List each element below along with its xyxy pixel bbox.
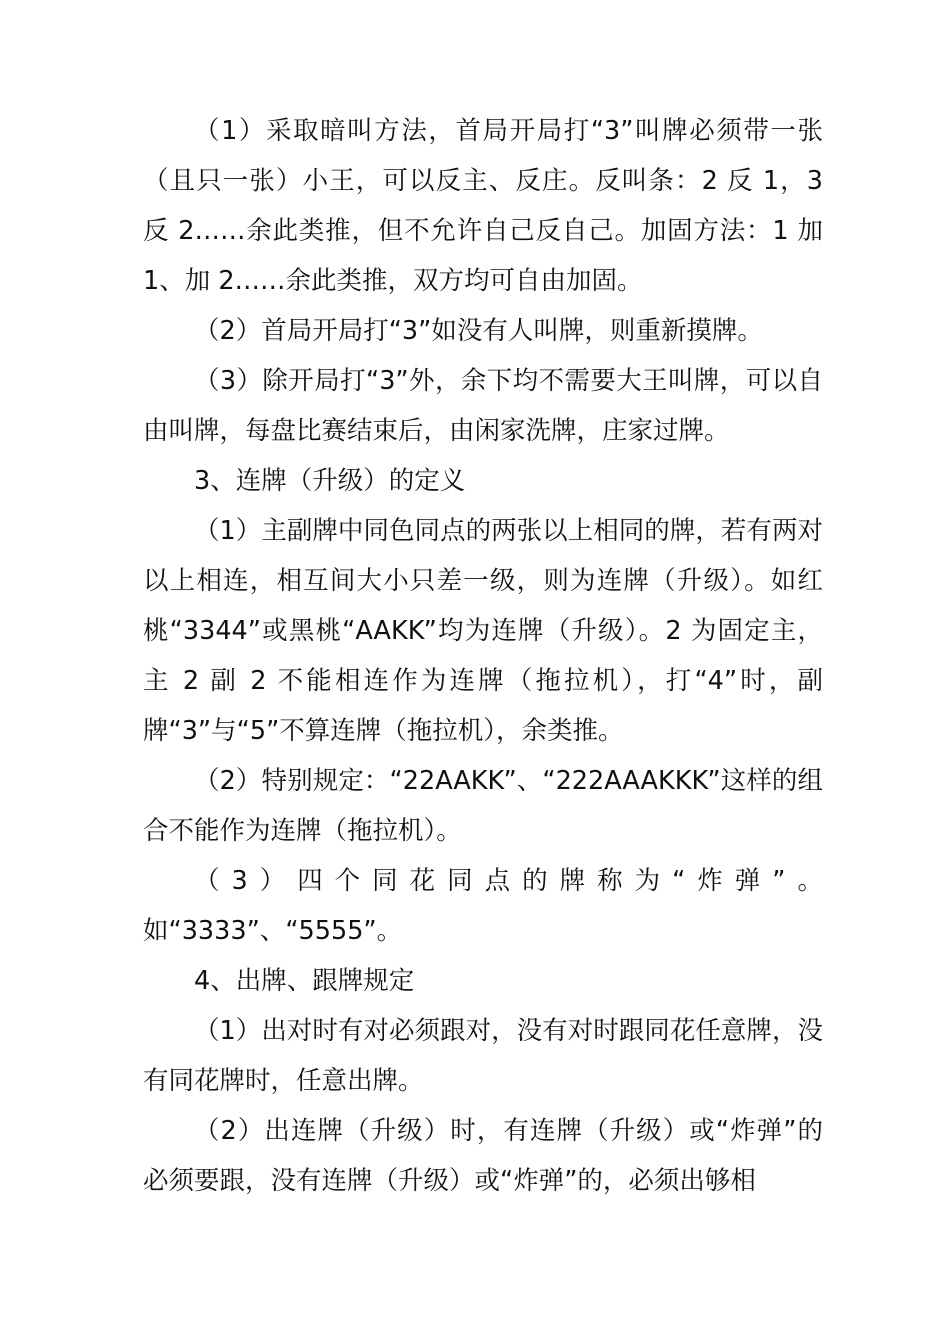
paragraph-rule-3-3: （3）四个同花同点的牌称为“炸弹”。如“3333”、“5555”。 [143,866,823,946]
paragraph-rule-1-3: （3）除开局打“3”外，余下均不需要大王叫牌，可以自由叫牌，每盘比赛结束后，由闲家洗牌，庄家过牌。 [143,366,823,446]
paragraph-rule-3-1: （1）主副牌中同色同点的两张以上相同的牌，若有两对以上相连，相互间大小只差一级，则为连牌（升级）。如红桃“3344”或黑桃“AAKK”均为连牌（升级）。2 为固定主，主 2 副 2 不能相连作为连牌（拖拉机），打“4”时，副牌“3”与“5”不算连牌（拖拉机），余类推。 [143,516,823,746]
paragraph-rule-3-2: （2）特别规定：“22AAKK”、“222AAAKKK”这样的组合不能作为连牌（拖拉机）。 [143,766,823,846]
paragraph-rule-4-2: （2）出连牌（升级）时，有连牌（升级）或“炸弹”的必须要跟，没有连牌（升级）或“炸弹”的，必须出够相 [143,1116,823,1196]
document-body [143,106,823,1206]
section-heading-3: 3、连牌（升级）的定义 [194,466,466,496]
paragraph-rule-1-2: （2）首局开局打“3”如没有人叫牌，则重新摸牌。 [194,316,763,346]
paragraph-rule-1-1: （1）采取暗叫方法，首局开局打“3”叫牌必须带一张（且只一张）小王，可以反主、反庄。反叫条：2 反 1，3 反 2……余此类推，但不允许自己反自己。加固方法：1 加 1、加 2……余此类推，双方均可自由加固。 [143,116,823,296]
section-heading-4: 4、出牌、跟牌规定 [194,966,415,996]
paragraph-rule-4-1: （1）出对时有对必须跟对，没有对时跟同花任意牌，没有同花牌时，任意出牌。 [143,1016,823,1096]
